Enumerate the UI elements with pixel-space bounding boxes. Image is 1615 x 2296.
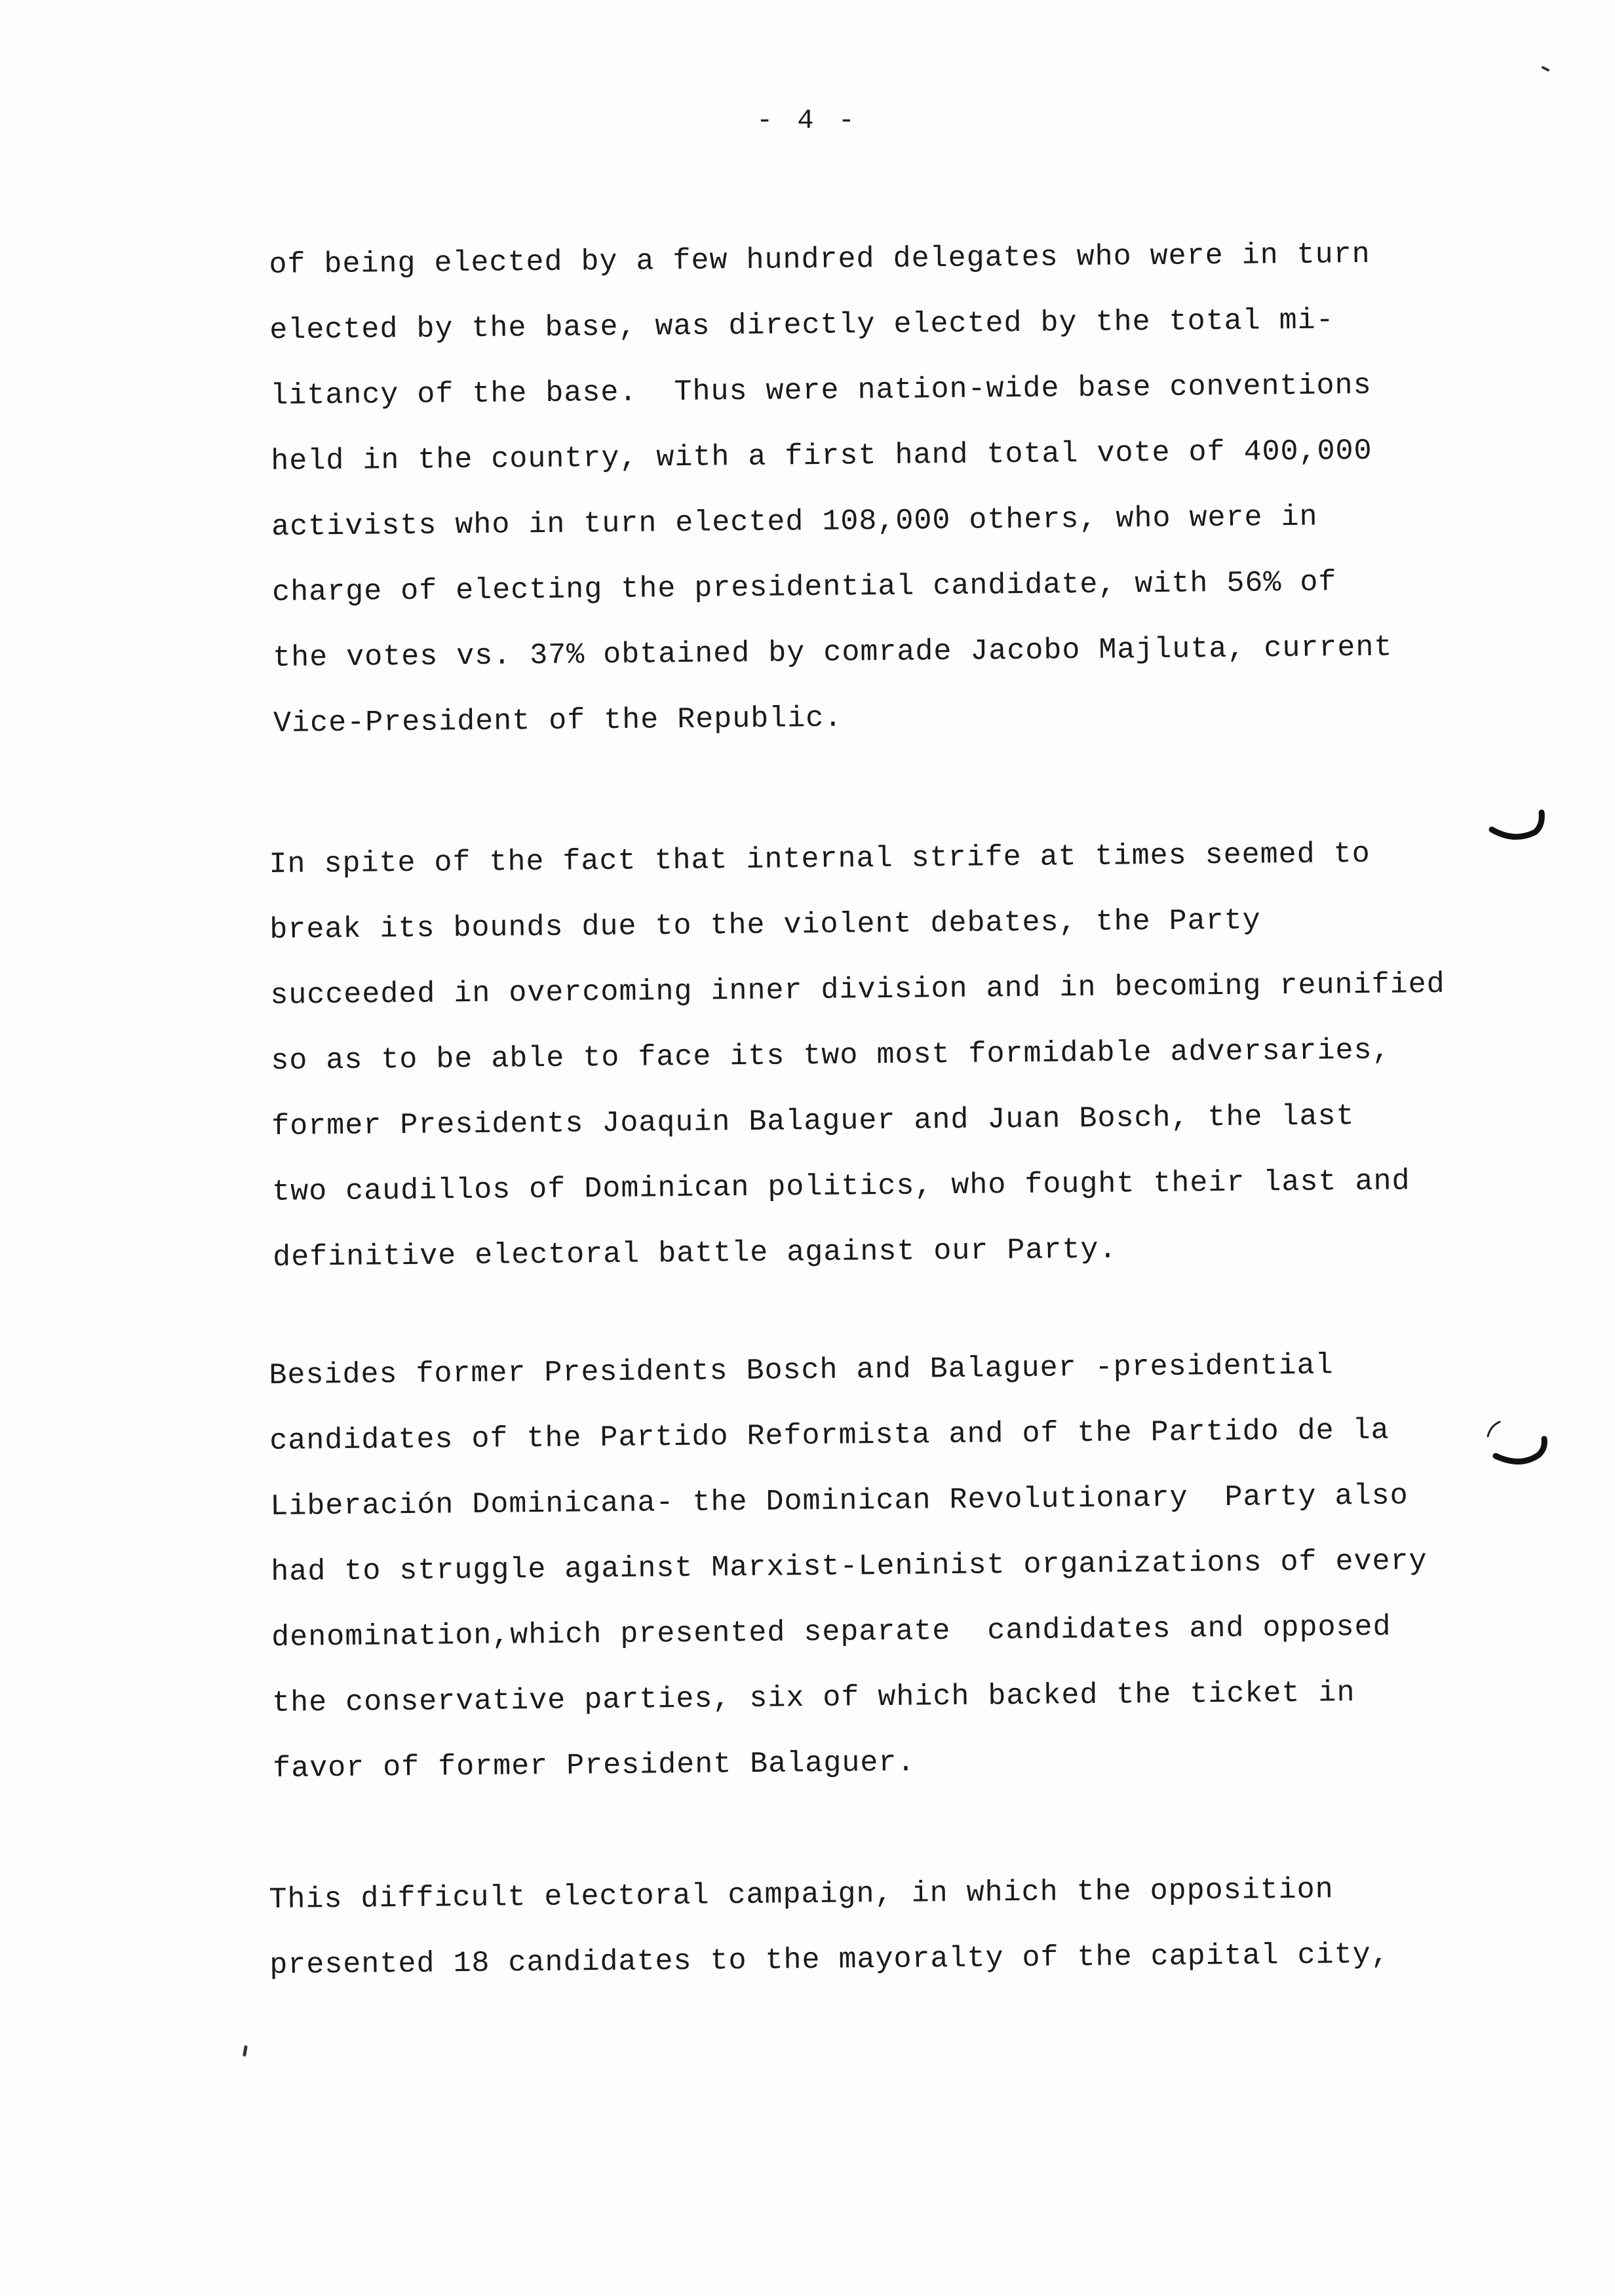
text-line: denomination,which presented separate candidates and opposed — [271, 1610, 1391, 1655]
text-line: definitive electoral battle against our Party. — [272, 1233, 1118, 1274]
margin-mark-2 — [1481, 1415, 1553, 1474]
margin-mark-1 — [1488, 806, 1547, 845]
text-line: so as to be able to face its two most formidable adversaries, — [271, 1033, 1391, 1078]
text-line: two caudillos of Dominican politics, who fought their last and — [272, 1164, 1411, 1209]
text-line: succeeded in overcoming inner division and in becoming reunified — [270, 967, 1445, 1012]
paragraph-4 — [269, 1855, 1555, 1999]
text-line: charge of electing the presidential candidate, with 56% of — [272, 565, 1337, 609]
text-line: Liberación Dominicana- the Dominican Revolutionary Party also — [270, 1479, 1409, 1523]
text-line: former Presidents Joaquin Balaguer and Juan Bosch, the last — [271, 1100, 1355, 1143]
speck-bottom-left — [239, 2044, 252, 2060]
text-line: of being elected by a few hundred delegates who were in turn — [269, 237, 1371, 282]
text-line: litancy of the base. Thus were nation-wide base conventions — [270, 368, 1372, 413]
text-line: the votes vs. 37% obtained by comrade Jacobo Majluta, current — [272, 630, 1393, 675]
text-line: This difficult electoral campaign, in which the opposition — [269, 1873, 1334, 1917]
text-line: the conservative parties, six of which backed the ticket in — [272, 1676, 1355, 1720]
paragraph-3 — [269, 1331, 1558, 1802]
text-line: held in the country, with a first hand total vote of 400,000 — [271, 434, 1372, 478]
text-line: Besides former Presidents Bosch and Balaguer -presidential — [269, 1349, 1334, 1392]
text-line: candidates of the Partido Reformista and of the Partido de la — [269, 1413, 1390, 1458]
text-line: presented 18 candidates to the mayoralty of the capital city, — [269, 1938, 1390, 1982]
text-line: favor of former President Balaguer. — [272, 1746, 916, 1786]
text-line: elected by the base, was directly elected by the total mi- — [269, 303, 1334, 347]
page-number: - 4 - — [756, 105, 859, 136]
text-line: activists who in turn elected 108,000 others, who were in — [271, 500, 1318, 544]
speck-top-right — [1540, 62, 1560, 82]
text-line: break its bounds due to the violent debates, the Party — [269, 904, 1261, 947]
text-line: In spite of the fact that internal strife at times seemed to — [269, 837, 1371, 881]
paragraph-1 — [269, 220, 1559, 757]
text-line: had to struggle against Marxist-Leninist organizations of every — [271, 1544, 1428, 1589]
paragraph-2 — [269, 820, 1558, 1291]
text-line: Vice-President of the Republic. — [273, 701, 843, 740]
